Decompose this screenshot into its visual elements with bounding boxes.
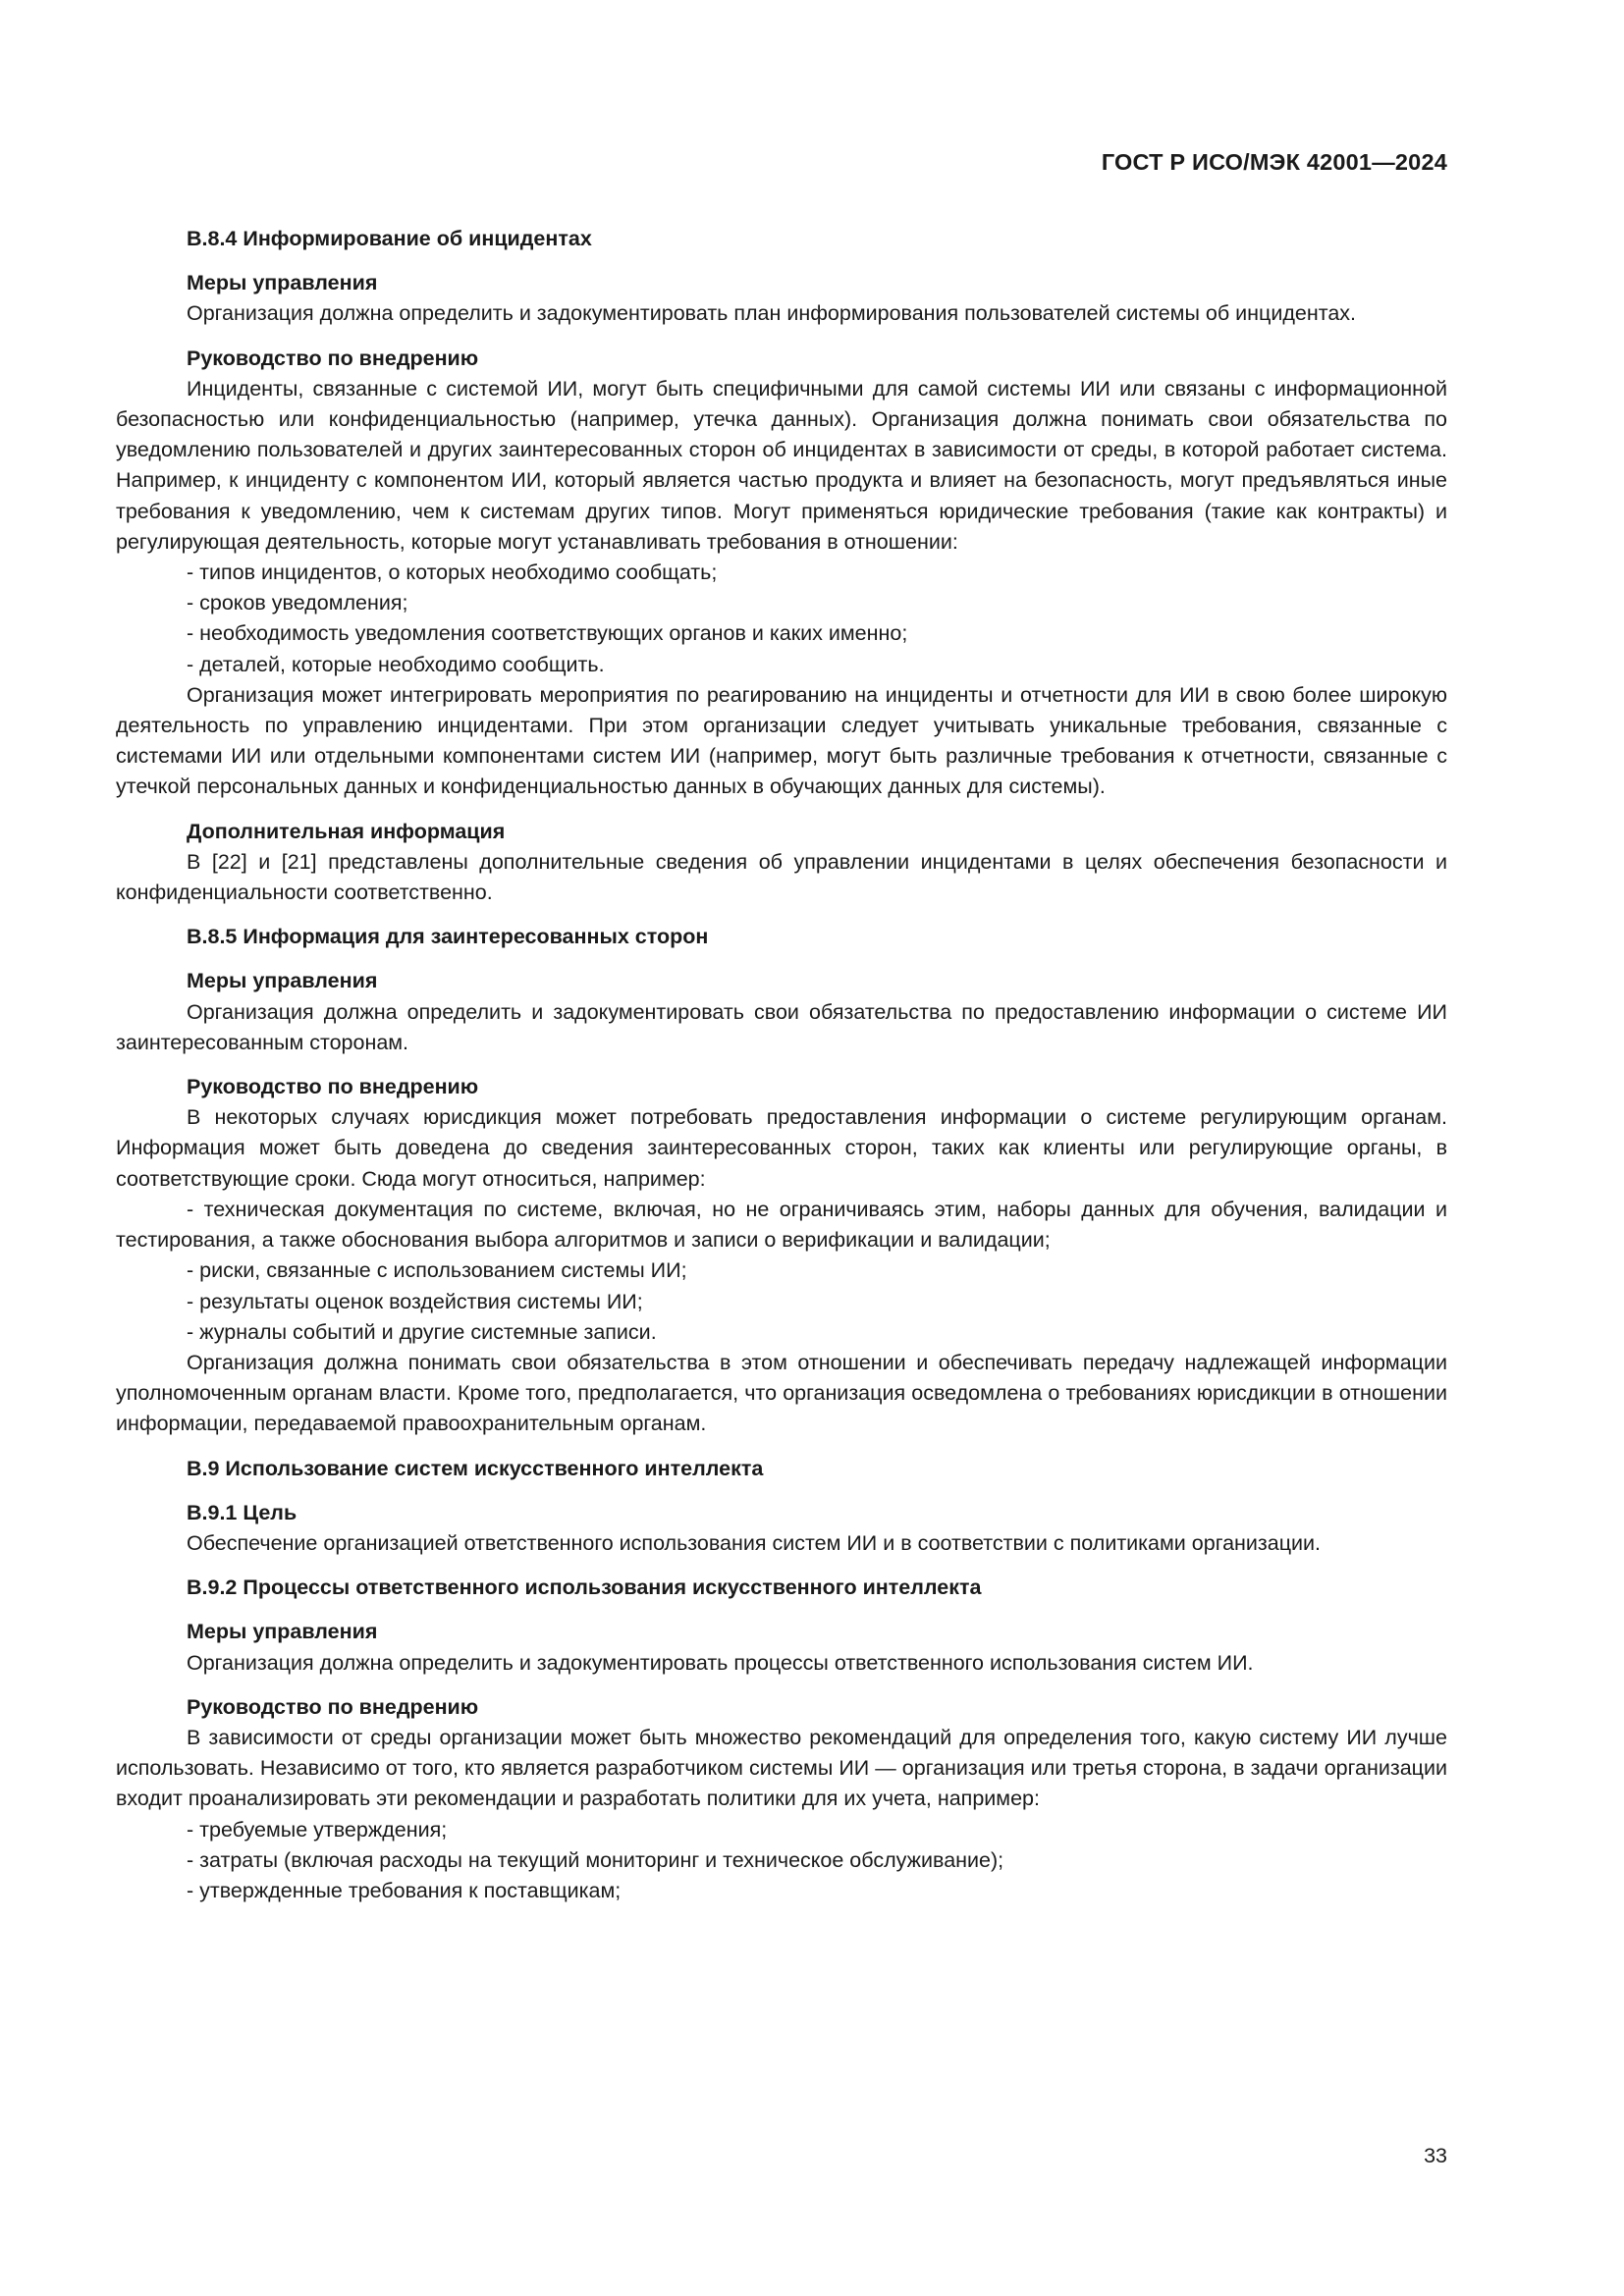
list-item: - необходимость уведомления соответствующих органов и каких именно; (187, 621, 908, 646)
bullet-list (116, 558, 1447, 680)
paragraph: В зависимости от среды организации может быть множество рекомендаций для определения того, какую систему ИИ лучше использовать. Независимо от того, кто является разработчиком системы ИИ — организация или третья сторона, в задачи организации входит проанализировать эти рекомендации и разработать политики для их учета, например: (116, 1725, 1447, 1811)
extra-info-title: Дополнительная информация (187, 819, 506, 843)
list-item: - затраты (включая расходы на текущий мониторинг и техническое обслуживание); (187, 1847, 1004, 1872)
measures-title: Меры управления (187, 969, 378, 993)
list-item: - типов инцидентов, о которых необходимо сообщать; (187, 561, 718, 585)
list-item: - деталей, которые необходимо сообщить. (187, 652, 605, 676)
section-title-b92: B.9.2 Процессы ответственного использования искусственного интеллекта (187, 1575, 982, 1600)
list-item: - техническая документация по системе, включая, но не ограничиваясь этим, наборы данных для обучения, валидации и тестирования, а также обоснования выбора алгоритмов и записи о верификации и валидации; (116, 1197, 1447, 1253)
section-title-b85: B.8.5 Информация для заинтересованных сторон (187, 925, 709, 949)
paragraph: В [22] и [21] представлены дополнительные сведения об управлении инцидентами в целях обеспечения безопасности и конфиденциальности соответственно. (116, 849, 1447, 905)
paragraph: Организация может интегрировать мероприятия по реагированию на инциденты и отчетности для ИИ в свою более широкую деятельность по управлению инцидентами. При этом организации следует учитывать уникальные требования, связанные с системами ИИ или отдельными компонентами систем ИИ (например, могут быть различные требования к отчетности, связанные с утечкой персональных данных и конфиденциальностью данных в обучающих данных для системы). (116, 682, 1447, 799)
measures-title: Меры управления (187, 271, 378, 295)
document-header: ГОСТ Р ИСО/МЭК 42001—2024 (1101, 149, 1447, 175)
document-body (116, 224, 1447, 1906)
bullet-list (116, 1815, 1447, 1907)
guide-title: Руководство по внедрению (187, 346, 479, 370)
paragraph: Организация должна определить и задокументировать процессы ответственного использования систем ИИ. (187, 1650, 1254, 1675)
list-item: - риски, связанные с использованием системы ИИ; (187, 1258, 687, 1283)
list-item: - требуемые утверждения; (187, 1817, 448, 1842)
paragraph: В некоторых случаях юрисдикция может потребовать предоставления информации о системе регулирующим органам. Информация может быть доведена до сведения заинтересованных сторон, таких как клиенты или регулирующие органы, в соответствующие сроки. Сюда могут относиться, например: (116, 1105, 1447, 1191)
guide-title: Руководство по внедрению (187, 1075, 479, 1099)
paragraph: Обеспечение организацией ответственного использования систем ИИ и в соответствии с политиками организации. (187, 1530, 1322, 1555)
paragraph: Организация должна понимать свои обязательства в этом отношении и обеспечивать передачу надлежащей информации уполномоченным органам власти. Кроме того, предполагается, что организация осведомлена о требованиях юрисдикции в отношении информации, передаваемой правоохранительным органам. (116, 1350, 1447, 1436)
list-item: - утвержденные требования к поставщикам; (187, 1878, 622, 1902)
paragraph: Организация должна определить и задокументировать свои обязательства по предоставлению информации о системе ИИ заинтересованным сторонам. (116, 999, 1447, 1054)
section-title-b9: B.9 Использование систем искусственного интеллекта (187, 1456, 764, 1480)
list-item: - сроков уведомления; (187, 591, 408, 615)
page-number: 33 (1424, 2144, 1447, 2167)
list-item: - результаты оценок воздействия системы ИИ; (187, 1289, 643, 1313)
guide-title: Руководство по внедрению (187, 1694, 479, 1719)
measures-title: Меры управления (187, 1620, 378, 1644)
list-item: - журналы событий и другие системные записи. (187, 1319, 657, 1344)
bullet-list (116, 1195, 1447, 1348)
section-title-b84: B.8.4 Информирование об инцидентах (187, 227, 592, 250)
paragraph: Организация должна определить и задокументировать план информирования пользователей системы об инцидентах. (187, 301, 1357, 326)
section-title-b91: B.9.1 Цель (187, 1500, 298, 1524)
paragraph: Инциденты, связанные с системой ИИ, могут быть специфичными для самой системы ИИ или связаны с информационной безопасностью или конфиденциальностью (например, утечка данных). Организация должна понимать свои обязательства по уведомлению пользователей и других заинтересованных сторон об инцидентах в зависимости от среды, в которой работает система. Например, к инциденту с компонентом ИИ, который является частью продукта и влияет на безопасность, могут предъявляться иные требования к уведомлению, чем к системам других типов. Могут применяться юридические требования (такие как контракты) и регулирующая деятельность, которые могут устанавливать требования в отношении: (116, 376, 1447, 554)
